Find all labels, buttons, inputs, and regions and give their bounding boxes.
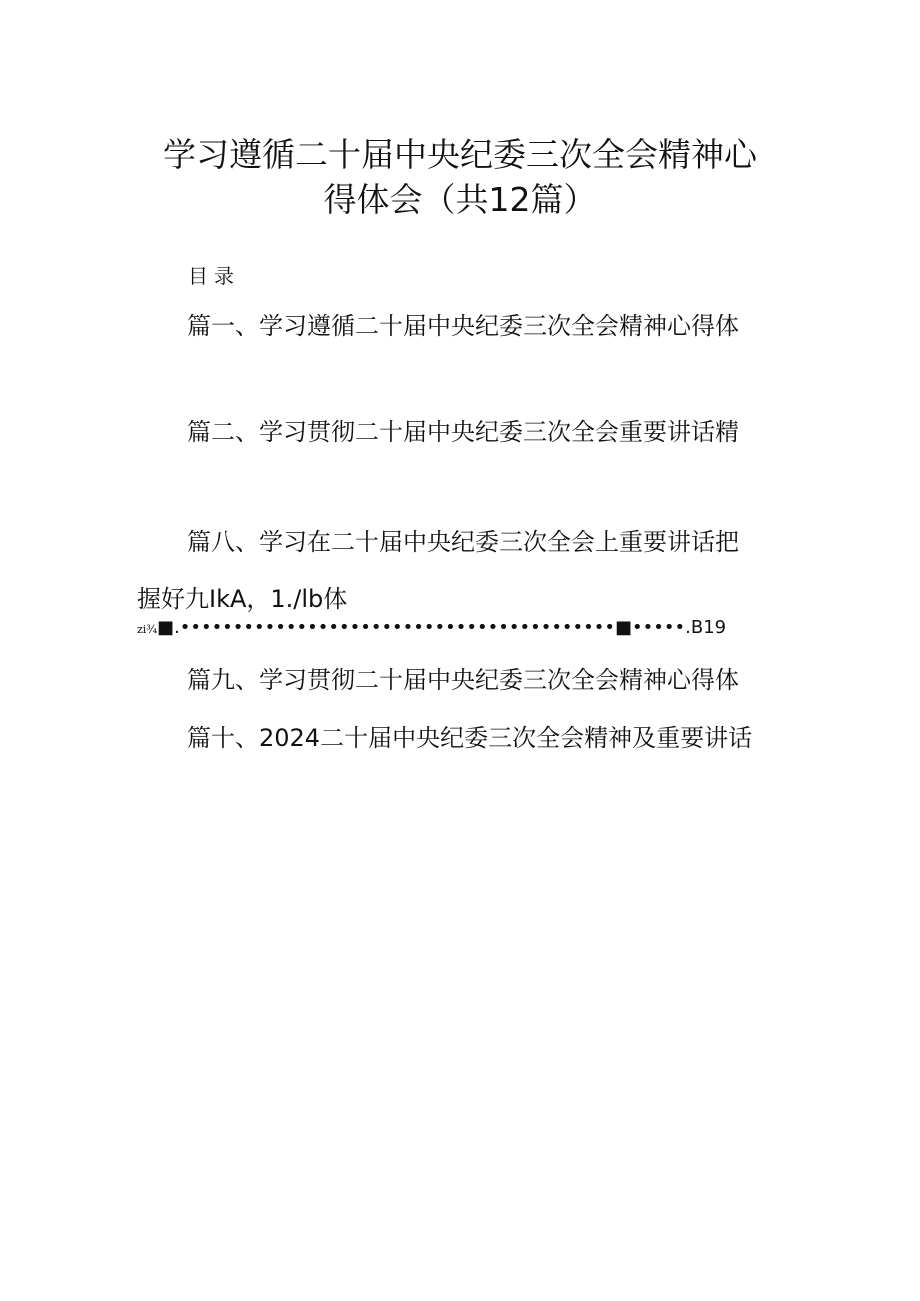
toc-entry-8-leader-line xyxy=(137,619,726,637)
toc-entry-8-page: .B19 xyxy=(685,617,727,638)
document-title-line-2: 得体会（共12篇） xyxy=(323,180,597,219)
toc-entry-8-line-2: 握好九IkA，1./lb体 xyxy=(137,585,348,613)
document-title-line-1: 学习遵循二十届中央纪委三次全会精神心 xyxy=(163,135,757,174)
toc-entry-9: 篇九、学习贯彻二十届中央纪委三次全会精神心得体 xyxy=(187,666,739,694)
toc-entry-8-line-1: 篇八、学习在二十届中央纪委三次全会上重要讲话把 xyxy=(187,528,739,556)
toc-entry-10: 篇十、2024二十届中央纪委三次全会精神及重要讲话 xyxy=(187,724,753,752)
toc-entry-2: 篇二、学习贯彻二十届中央纪委三次全会重要讲话精 xyxy=(187,418,739,446)
toc-entry-1: 篇一、学习遵循二十届中央纪委三次全会精神心得体 xyxy=(187,312,739,340)
toc-heading: 目录 xyxy=(188,264,240,288)
toc-dot-leader: ■.•••••••••••••••••••••••••••••••••••••••••■••••• xyxy=(156,617,686,638)
toc-entry-8-prefix: zi¾ xyxy=(137,623,157,636)
